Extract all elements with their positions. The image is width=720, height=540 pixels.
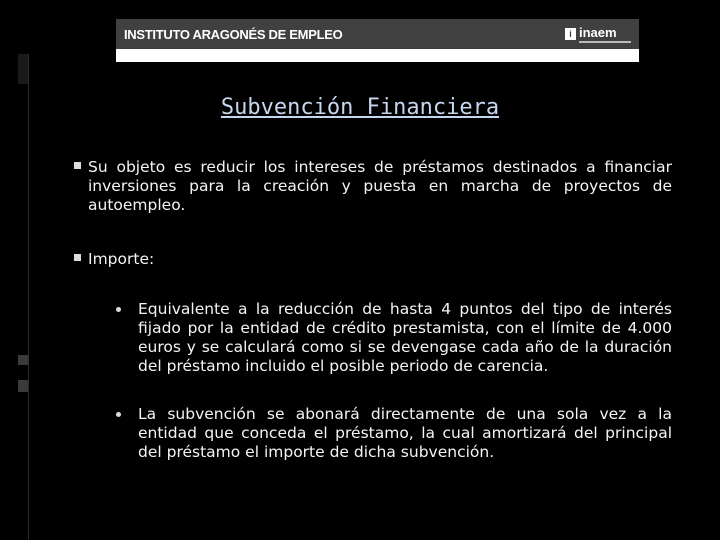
sub-bullet-text: Equivalente a la reducción de hasta 4 puntos del tipo de interés fijado por la entidad de crédito prestamista, con el límite de 4.000 euros y se calculará como si se devengase cada año de la duración del préstamo incluido el posible periodo de carencia.: [138, 300, 672, 375]
square-bullet-icon: [74, 162, 81, 169]
sub-bullet-equivalente: [138, 300, 672, 376]
side-divider: [28, 54, 29, 540]
square-bullet-icon: [74, 254, 81, 261]
inaem-logo: [565, 26, 631, 43]
header-banner-bar: [116, 19, 639, 49]
slide-title: Subvención Financiera: [220, 95, 500, 120]
logo-text: inaem: [579, 24, 617, 40]
bullet-importe: [88, 250, 672, 269]
dot-bullet-icon: [116, 307, 121, 312]
institute-name: INSTITUTO ARAGONÉS DE EMPLEO: [124, 26, 343, 42]
bullet-text: Importe:: [88, 250, 155, 268]
bullet-text: Su objeto es reducir los intereses de préstamos destinados a financiar inversiones para la creación y puesta en marcha de proyectos de autoempleo.: [88, 158, 672, 214]
logo-subline: [579, 41, 631, 43]
sub-bullet-text: La subvención se abonará directamente de una sola vez a la entidad que conceda el préstamo, la cual amortizará del principal del préstamo el importe de dicha subvención.: [138, 405, 672, 461]
inaem-logo-icon: i: [565, 28, 576, 40]
sub-bullet-abono: [138, 405, 672, 462]
bullet-objective: [88, 158, 672, 215]
accent-bar: [18, 54, 28, 84]
header-banner: [116, 19, 639, 62]
dot-bullet-icon: [116, 412, 121, 417]
logo-text-group: [579, 26, 631, 43]
